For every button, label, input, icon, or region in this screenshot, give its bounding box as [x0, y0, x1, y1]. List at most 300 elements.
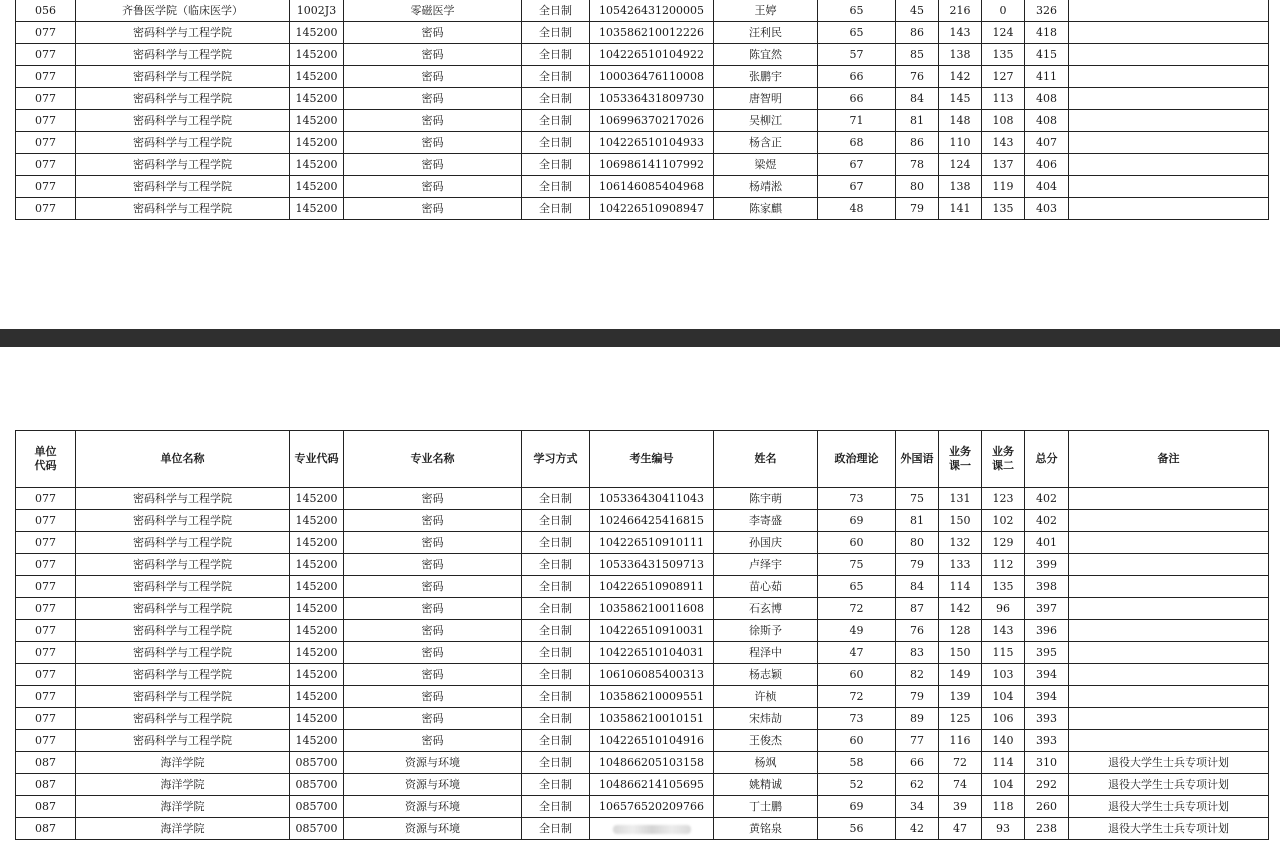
header-major-code: 专业代码 [290, 431, 344, 488]
cell-major-code: 145200 [290, 132, 344, 154]
cell-name: 陈宇萌 [714, 488, 818, 510]
cell-politics-score: 73 [818, 488, 896, 510]
cell-major-name: 密码 [344, 642, 522, 664]
cell-politics-score: 67 [818, 154, 896, 176]
cell-politics-score: 69 [818, 510, 896, 532]
cell-unit-code: 077 [16, 176, 76, 198]
cell-name: 姚精诚 [714, 774, 818, 796]
cell-major-name: 密码 [344, 554, 522, 576]
cell-remarks [1069, 686, 1269, 708]
cell-name: 李寄盛 [714, 510, 818, 532]
cell-course-one-score: 39 [939, 796, 982, 818]
cell-course-two-score: 135 [982, 576, 1025, 598]
cell-politics-score: 72 [818, 598, 896, 620]
cell-unit-code: 077 [16, 576, 76, 598]
cell-total-score: 394 [1025, 664, 1069, 686]
cell-foreign-language-score: 42 [896, 818, 939, 840]
cell-major-code: 145200 [290, 708, 344, 730]
cell-course-two-score: 112 [982, 554, 1025, 576]
cell-major-name: 密码 [344, 510, 522, 532]
cell-remarks [1069, 576, 1269, 598]
cell-total-score: 407 [1025, 132, 1069, 154]
cell-name: 许桢 [714, 686, 818, 708]
cell-course-one-score: 47 [939, 818, 982, 840]
cell-unit-code: 077 [16, 642, 76, 664]
cell-politics-score: 60 [818, 532, 896, 554]
cell-unit-code: 077 [16, 708, 76, 730]
header-major-name: 专业名称 [344, 431, 522, 488]
cell-remarks [1069, 532, 1269, 554]
cell-study-mode: 全日制 [522, 818, 590, 840]
cell-remarks [1069, 510, 1269, 532]
cell-course-one-score: 141 [939, 198, 982, 220]
cell-course-one-score: 149 [939, 664, 982, 686]
cell-unit-name: 密码科学与工程学院 [76, 488, 290, 510]
cell-remarks [1069, 554, 1269, 576]
cell-foreign-language-score: 75 [896, 488, 939, 510]
cell-course-two-score: 143 [982, 620, 1025, 642]
cell-course-one-score: 138 [939, 44, 982, 66]
cell-course-two-score: 104 [982, 774, 1025, 796]
cell-foreign-language-score: 84 [896, 576, 939, 598]
cell-foreign-language-score: 76 [896, 66, 939, 88]
cell-candidate-id: 104226510104933 [590, 132, 714, 154]
cell-name: 杨飒 [714, 752, 818, 774]
cell-remarks [1069, 708, 1269, 730]
cell-major-code: 145200 [290, 686, 344, 708]
cell-total-score: 404 [1025, 176, 1069, 198]
table-row [16, 554, 1269, 576]
table-row [16, 88, 1269, 110]
cell-major-code: 085700 [290, 752, 344, 774]
cell-politics-score: 66 [818, 88, 896, 110]
cell-unit-code: 077 [16, 66, 76, 88]
cell-name: 张鹏宇 [714, 66, 818, 88]
admission-table-top [15, 0, 1269, 220]
table-row [16, 730, 1269, 752]
cell-foreign-language-score: 80 [896, 532, 939, 554]
cell-remarks: 退役大学生士兵专项计划 [1069, 796, 1269, 818]
cell-candidate-id [590, 818, 714, 840]
cell-major-code: 145200 [290, 554, 344, 576]
cell-unit-code: 087 [16, 796, 76, 818]
cell-unit-code: 077 [16, 664, 76, 686]
cell-candidate-id: 104226510908947 [590, 198, 714, 220]
table-row [16, 818, 1269, 840]
cell-name: 陈宜然 [714, 44, 818, 66]
cell-unit-name: 密码科学与工程学院 [76, 66, 290, 88]
cell-politics-score: 58 [818, 752, 896, 774]
cell-unit-name: 密码科学与工程学院 [76, 510, 290, 532]
cell-course-one-score: 139 [939, 686, 982, 708]
table-row [16, 44, 1269, 66]
cell-major-code: 145200 [290, 44, 344, 66]
cell-foreign-language-score: 83 [896, 642, 939, 664]
cell-foreign-language-score: 79 [896, 554, 939, 576]
header-total: 总分 [1025, 431, 1069, 488]
cell-major-code: 145200 [290, 510, 344, 532]
cell-total-score: 415 [1025, 44, 1069, 66]
table-row [16, 576, 1269, 598]
cell-politics-score: 49 [818, 620, 896, 642]
cell-foreign-language-score: 79 [896, 198, 939, 220]
cell-course-one-score: 72 [939, 752, 982, 774]
cell-course-one-score: 138 [939, 176, 982, 198]
cell-study-mode: 全日制 [522, 88, 590, 110]
cell-politics-score: 47 [818, 642, 896, 664]
table-row [16, 532, 1269, 554]
cell-major-code: 145200 [290, 576, 344, 598]
cell-total-score: 411 [1025, 66, 1069, 88]
cell-candidate-id: 103586210009551 [590, 686, 714, 708]
cell-course-two-score: 113 [982, 88, 1025, 110]
cell-study-mode: 全日制 [522, 510, 590, 532]
cell-study-mode: 全日制 [522, 532, 590, 554]
cell-unit-code: 077 [16, 686, 76, 708]
cell-major-code: 145200 [290, 620, 344, 642]
cell-total-score: 326 [1025, 0, 1069, 22]
cell-unit-code: 077 [16, 730, 76, 752]
cell-major-code: 145200 [290, 88, 344, 110]
cell-course-two-score: 135 [982, 198, 1025, 220]
cell-unit-code: 087 [16, 774, 76, 796]
cell-foreign-language-score: 66 [896, 752, 939, 774]
cell-course-one-score: 125 [939, 708, 982, 730]
cell-unit-name: 密码科学与工程学院 [76, 110, 290, 132]
cell-total-score: 393 [1025, 730, 1069, 752]
page-divider [0, 329, 1280, 347]
cell-foreign-language-score: 62 [896, 774, 939, 796]
cell-total-score: 394 [1025, 686, 1069, 708]
cell-candidate-id: 104226510104922 [590, 44, 714, 66]
cell-remarks [1069, 110, 1269, 132]
cell-unit-name: 密码科学与工程学院 [76, 532, 290, 554]
cell-total-score: 396 [1025, 620, 1069, 642]
cell-unit-name: 密码科学与工程学院 [76, 598, 290, 620]
cell-unit-name: 密码科学与工程学院 [76, 730, 290, 752]
table-header-row [16, 431, 1269, 488]
cell-unit-name: 密码科学与工程学院 [76, 132, 290, 154]
cell-politics-score: 73 [818, 708, 896, 730]
table-row [16, 598, 1269, 620]
cell-total-score: 418 [1025, 22, 1069, 44]
cell-study-mode: 全日制 [522, 752, 590, 774]
cell-course-one-score: 142 [939, 598, 982, 620]
cell-course-one-score: 150 [939, 642, 982, 664]
cell-foreign-language-score: 89 [896, 708, 939, 730]
table-row [16, 686, 1269, 708]
table-row [16, 66, 1269, 88]
cell-foreign-language-score: 84 [896, 88, 939, 110]
header-politics: 政治理论 [818, 431, 896, 488]
table-row [16, 176, 1269, 198]
cell-major-name: 密码 [344, 88, 522, 110]
cell-major-name: 密码 [344, 132, 522, 154]
cell-course-two-score: 106 [982, 708, 1025, 730]
cell-study-mode: 全日制 [522, 22, 590, 44]
cell-study-mode: 全日制 [522, 708, 590, 730]
cell-course-one-score: 128 [939, 620, 982, 642]
cell-candidate-id: 105426431200005 [590, 0, 714, 22]
cell-candidate-id: 103586210012226 [590, 22, 714, 44]
cell-candidate-id: 104226510908911 [590, 576, 714, 598]
cell-unit-code: 077 [16, 198, 76, 220]
header-study-mode: 学习方式 [522, 431, 590, 488]
cell-total-score: 401 [1025, 532, 1069, 554]
cell-remarks [1069, 620, 1269, 642]
cell-study-mode: 全日制 [522, 774, 590, 796]
cell-candidate-id: 104866205103158 [590, 752, 714, 774]
cell-major-name: 密码 [344, 488, 522, 510]
cell-study-mode: 全日制 [522, 132, 590, 154]
cell-unit-name: 齐鲁医学院（临床医学） [76, 0, 290, 22]
cell-politics-score: 69 [818, 796, 896, 818]
header-candidate-id: 考生编号 [590, 431, 714, 488]
cell-total-score: 399 [1025, 554, 1069, 576]
cell-unit-name: 密码科学与工程学院 [76, 642, 290, 664]
table-row [16, 0, 1269, 22]
table-row [16, 796, 1269, 818]
cell-course-two-score: 108 [982, 110, 1025, 132]
cell-foreign-language-score: 34 [896, 796, 939, 818]
cell-major-name: 密码 [344, 620, 522, 642]
cell-remarks [1069, 0, 1269, 22]
cell-remarks [1069, 664, 1269, 686]
cell-name: 苗心茹 [714, 576, 818, 598]
cell-foreign-language-score: 82 [896, 664, 939, 686]
cell-unit-code: 056 [16, 0, 76, 22]
cell-unit-name: 密码科学与工程学院 [76, 176, 290, 198]
cell-name: 吴柳江 [714, 110, 818, 132]
cell-major-name: 密码 [344, 576, 522, 598]
cell-major-code: 145200 [290, 532, 344, 554]
cell-politics-score: 60 [818, 664, 896, 686]
cell-politics-score: 67 [818, 176, 896, 198]
cell-total-score: 310 [1025, 752, 1069, 774]
cell-politics-score: 68 [818, 132, 896, 154]
cell-course-one-score: 110 [939, 132, 982, 154]
cell-remarks [1069, 176, 1269, 198]
cell-unit-code: 077 [16, 22, 76, 44]
cell-unit-code: 087 [16, 752, 76, 774]
cell-remarks [1069, 154, 1269, 176]
header-remarks: 备注 [1069, 431, 1269, 488]
cell-politics-score: 66 [818, 66, 896, 88]
cell-major-code: 085700 [290, 796, 344, 818]
cell-foreign-language-score: 86 [896, 22, 939, 44]
cell-unit-name: 海洋学院 [76, 774, 290, 796]
cell-major-name: 密码 [344, 198, 522, 220]
cell-unit-code: 077 [16, 110, 76, 132]
cell-course-one-score: 145 [939, 88, 982, 110]
cell-total-score: 395 [1025, 642, 1069, 664]
cell-course-two-score: 127 [982, 66, 1025, 88]
cell-major-name: 资源与环境 [344, 752, 522, 774]
cell-major-name: 密码 [344, 664, 522, 686]
cell-remarks [1069, 598, 1269, 620]
cell-name: 杨含正 [714, 132, 818, 154]
cell-politics-score: 65 [818, 22, 896, 44]
cell-course-two-score: 129 [982, 532, 1025, 554]
cell-total-score: 403 [1025, 198, 1069, 220]
cell-total-score: 260 [1025, 796, 1069, 818]
cell-study-mode: 全日制 [522, 730, 590, 752]
cell-candidate-id: 103586210011608 [590, 598, 714, 620]
cell-name: 杨靖淞 [714, 176, 818, 198]
cell-total-score: 398 [1025, 576, 1069, 598]
table-row [16, 154, 1269, 176]
cell-unit-name: 密码科学与工程学院 [76, 554, 290, 576]
cell-major-code: 145200 [290, 22, 344, 44]
cell-major-code: 145200 [290, 730, 344, 752]
cell-name: 丁士鹏 [714, 796, 818, 818]
cell-politics-score: 56 [818, 818, 896, 840]
cell-major-name: 密码 [344, 176, 522, 198]
admission-table-bottom [15, 430, 1269, 840]
cell-unit-name: 密码科学与工程学院 [76, 686, 290, 708]
cell-study-mode: 全日制 [522, 110, 590, 132]
cell-major-code: 145200 [290, 664, 344, 686]
cell-candidate-id: 105336430411043 [590, 488, 714, 510]
cell-unit-code: 077 [16, 154, 76, 176]
table-row [16, 110, 1269, 132]
cell-unit-code: 077 [16, 510, 76, 532]
header-unit-code: 单位代码 [16, 431, 76, 488]
cell-study-mode: 全日制 [522, 154, 590, 176]
header-course-two: 业务课二 [982, 431, 1025, 488]
cell-candidate-id: 104866214105695 [590, 774, 714, 796]
cell-foreign-language-score: 78 [896, 154, 939, 176]
cell-study-mode: 全日制 [522, 0, 590, 22]
cell-name: 徐斯予 [714, 620, 818, 642]
cell-politics-score: 65 [818, 0, 896, 22]
cell-candidate-id: 104226510910031 [590, 620, 714, 642]
cell-major-code: 085700 [290, 774, 344, 796]
cell-study-mode: 全日制 [522, 642, 590, 664]
cell-study-mode: 全日制 [522, 796, 590, 818]
cell-remarks [1069, 88, 1269, 110]
cell-remarks: 退役大学生士兵专项计划 [1069, 752, 1269, 774]
cell-foreign-language-score: 86 [896, 132, 939, 154]
cell-total-score: 292 [1025, 774, 1069, 796]
cell-remarks [1069, 132, 1269, 154]
cell-foreign-language-score: 85 [896, 44, 939, 66]
cell-course-two-score: 0 [982, 0, 1025, 22]
cell-study-mode: 全日制 [522, 176, 590, 198]
cell-total-score: 402 [1025, 488, 1069, 510]
cell-course-two-score: 118 [982, 796, 1025, 818]
cell-unit-name: 密码科学与工程学院 [76, 22, 290, 44]
cell-unit-code: 087 [16, 818, 76, 840]
cell-course-one-score: 131 [939, 488, 982, 510]
cell-major-name: 资源与环境 [344, 818, 522, 840]
table-row [16, 510, 1269, 532]
cell-major-code: 145200 [290, 198, 344, 220]
cell-course-two-score: 137 [982, 154, 1025, 176]
cell-foreign-language-score: 80 [896, 176, 939, 198]
cell-major-name: 资源与环境 [344, 774, 522, 796]
cell-unit-code: 077 [16, 554, 76, 576]
cell-course-one-score: 132 [939, 532, 982, 554]
cell-study-mode: 全日制 [522, 686, 590, 708]
cell-course-two-score: 96 [982, 598, 1025, 620]
cell-course-two-score: 104 [982, 686, 1025, 708]
cell-unit-name: 密码科学与工程学院 [76, 576, 290, 598]
cell-candidate-id: 106576520209766 [590, 796, 714, 818]
cell-major-name: 零磁医学 [344, 0, 522, 22]
cell-unit-code: 077 [16, 44, 76, 66]
cell-remarks [1069, 642, 1269, 664]
cell-major-name: 密码 [344, 730, 522, 752]
cell-major-code: 145200 [290, 488, 344, 510]
cell-candidate-id: 106106085400313 [590, 664, 714, 686]
cell-study-mode: 全日制 [522, 576, 590, 598]
cell-course-two-score: 119 [982, 176, 1025, 198]
cell-name: 黄铭泉 [714, 818, 818, 840]
cell-unit-code: 077 [16, 532, 76, 554]
cell-name: 石玄博 [714, 598, 818, 620]
cell-major-name: 密码 [344, 708, 522, 730]
cell-unit-code: 077 [16, 132, 76, 154]
cell-unit-name: 密码科学与工程学院 [76, 154, 290, 176]
header-course-one: 业务课一 [939, 431, 982, 488]
table-row [16, 132, 1269, 154]
cell-politics-score: 72 [818, 686, 896, 708]
cell-major-code: 1002J3 [290, 0, 344, 22]
cell-name: 梁煜 [714, 154, 818, 176]
cell-name: 孙国庆 [714, 532, 818, 554]
cell-course-one-score: 114 [939, 576, 982, 598]
cell-course-one-score: 216 [939, 0, 982, 22]
cell-unit-name: 密码科学与工程学院 [76, 708, 290, 730]
cell-major-name: 资源与环境 [344, 796, 522, 818]
cell-course-two-score: 103 [982, 664, 1025, 686]
cell-unit-name: 海洋学院 [76, 752, 290, 774]
cell-study-mode: 全日制 [522, 664, 590, 686]
cell-unit-code: 077 [16, 88, 76, 110]
cell-foreign-language-score: 81 [896, 110, 939, 132]
header-name: 姓名 [714, 431, 818, 488]
cell-name: 汪利民 [714, 22, 818, 44]
cell-name: 程泽中 [714, 642, 818, 664]
cell-course-one-score: 133 [939, 554, 982, 576]
cell-total-score: 393 [1025, 708, 1069, 730]
cell-course-two-score: 135 [982, 44, 1025, 66]
cell-major-name: 密码 [344, 686, 522, 708]
cell-politics-score: 52 [818, 774, 896, 796]
table-row [16, 708, 1269, 730]
cell-course-two-score: 102 [982, 510, 1025, 532]
cell-course-one-score: 150 [939, 510, 982, 532]
cell-unit-name: 海洋学院 [76, 818, 290, 840]
cell-major-code: 085700 [290, 818, 344, 840]
cell-major-name: 密码 [344, 44, 522, 66]
cell-remarks [1069, 22, 1269, 44]
cell-unit-name: 密码科学与工程学院 [76, 88, 290, 110]
cell-course-one-score: 116 [939, 730, 982, 752]
table-row [16, 22, 1269, 44]
cell-candidate-id: 102466425416815 [590, 510, 714, 532]
cell-major-name: 密码 [344, 154, 522, 176]
cell-unit-code: 077 [16, 598, 76, 620]
cell-candidate-id: 106146085404968 [590, 176, 714, 198]
cell-name: 唐智明 [714, 88, 818, 110]
redacted-candidate-id [613, 825, 691, 834]
cell-foreign-language-score: 76 [896, 620, 939, 642]
cell-study-mode: 全日制 [522, 598, 590, 620]
cell-major-code: 145200 [290, 176, 344, 198]
table-row [16, 488, 1269, 510]
